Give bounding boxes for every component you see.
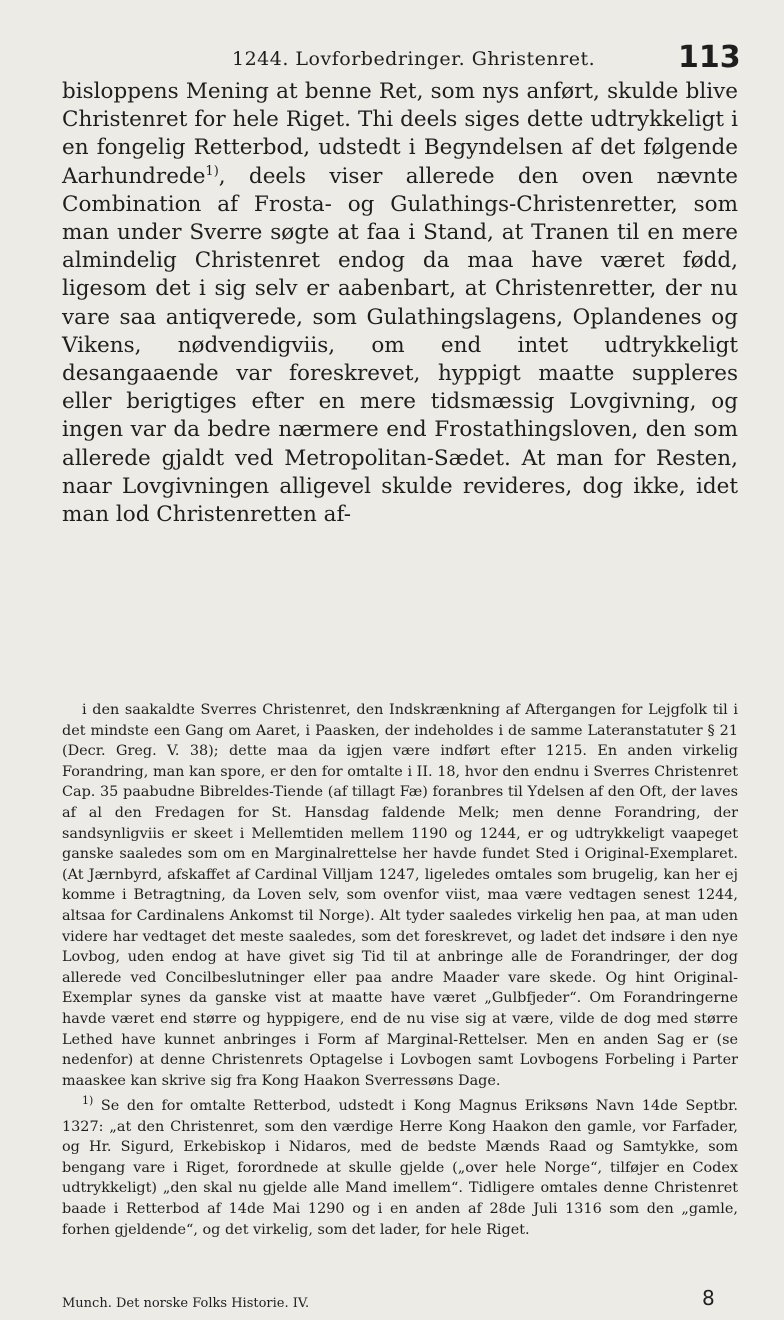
footnote-ref: 1) [205,163,219,179]
footnote-text: i den saakaldte Sverres Christenret, den Indskrænkning af Aftergangen for Lejgfolk til i det mindste een Gang om Aaret, i Paasken, der indeholdes i de samme Lateranstatuter § 21 (Decr. Greg. V. 38); dette maa da igjen være indført efter 1215. En anden virkelig Forandring, man kan spore, er den for omtalte i II. 18, hvor den endnu i Sverres Christenret Cap. 35 paabudne Bibreldes-Tiende (af tillagt Fæ) foranbres til Ydelsen af den Oft, der laves af al den Fredagen for St. Hansdag faldende Melk; men denne Forandring, der sandsynligviis er skeet i Mellemtiden mellem 1190 og 1244, er og udtrykkeligt vaapeget ganske saaledes som om en Marginalrettelse her havde fundet Sted i Original-Exemplaret. (At Jærnbyrd, afskaffet af Cardinal Villjam 1247, ligeledes omtales som brugelig, kan her ej komme i Betragtning, da Loven selv, som ovenfor viist, maa være vedtagen senest 1244, altsaa for Cardinalens Ankomst til Norge). Alt tyder saaledes virkelig hen paa, at man uden videre har vedtaget det meste saaledes, som det foreskrevet, og ladet det indsøre i den nye Lovbog, uden endog at have givet sig Tid til at anbringe alle de Forandringer, der dog allerede ved Concilbeslutninger eller paa andre Maader vare skede. Og hint Original-Exemplar synes da ganske vist at maatte have været „Gulbfjeder“. Om Forandringerne havde været end større og hyppigere, end de nu vise sig at være, vilde de dog med større Lethed have kunnet anbringes i Form af Marginal-Rettelser. Men en anden Sag er (se nedenfor) at denne Christenrets Optagelse i Lovbogen samt Lovbogens Forbeling i Parter maaskee kan skrive sig fra Kong Haakon Sverressøns Dage. [62,702,738,1089]
footnote-1 [62,1091,738,1240]
footnotes [62,700,738,1240]
footnote-text: Se den for omtalte Retterbod, udstedt i Kong Magnus Eriksøns Navn 14de Septbr. 1327: „at den Christenret, som den værdige Herre Kong Haakon den gamle, vor Farfader, og Hr. Sigurd, Erkebiskop i Nidaros, med de bedste Mænds Raad og Samtykke, som bengang vare i Riget, forordnede at skulle gjelde („over hele Norge“, tilføjer en Codex udtrykkeligt) „den skal nu gjelde alle Mand imellem“. Tidligere omtales denne Christenret baade i Retterbod af 14de Mai 1290 og i en anden af 28de Juli 1316 som den „gamle, forhen gjeldende“, og det virkelig, som det lader, for hele Riget. [62,1098,738,1238]
signature-label: Munch. Det norske Folks Historie. IV. [62,1296,310,1311]
footnote-continued [62,700,738,1091]
main-text [62,78,738,529]
signature-line [62,1286,738,1316]
page-number: 113 [678,40,741,75]
signature-mark: 8 [702,1286,715,1310]
main-text-part-1: bisloppens Mening at benne Ret, som nys anført, skulde blive Christenret for hele Riget. Thi deels siges dette udtrykkeligt i en fongelig Retterbod, udstedt i Begyndelsen af det følgende Aarhundrede [62,79,738,189]
footnote-mark: 1) [82,1094,94,1108]
main-text-part-2: , deels viser allerede den oven nævnte Combination af Frosta- og Gulathings-Christenretter, som man under Sverre søgte at faa i Stand, at Tranen til en mere almindelig Christenret endog da maa have været fødd, ligesom det i sig selv er aabenbart, at Christenretter, der nu vare saa antiqverede, som Gulathingslagens, Oplandenes og Vikens, nødvendigviis, om end intet udtrykkeligt desangaaende var foreskrevet, hyppigt maatte suppleres eller berigtiges efter en mere tidsmæssig Lovgivning, og ingen var da bedre nærmere end Frostathingsloven, den som allerede gjaldt ved Metropolitan-Sædet. At man for Resten, naar Lovgivningen alligevel skulde revideres, dog ikke, idet man lod Christenretten af- [62,163,738,528]
running-title: 1244. Lovforbedringer. Ghristenret. [232,48,596,70]
running-head [0,40,784,76]
